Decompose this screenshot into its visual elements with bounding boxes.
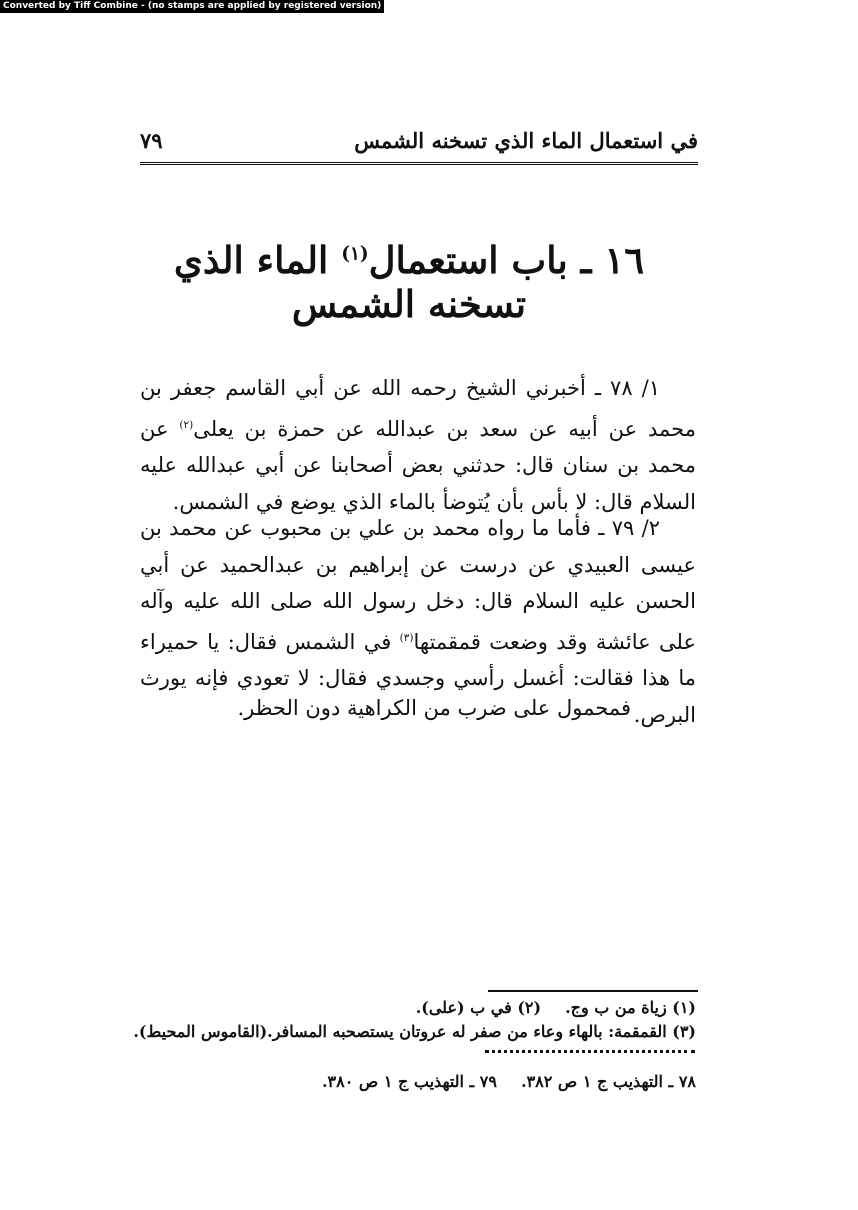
conclusion-paragraph: فمحمول على ضرب من الكراهية دون الحظر. <box>237 696 631 720</box>
hadith-79-text-a: ٢/ ٧٩ ـ فأما ما رواه محمد بن علي بن محبوب عن محمد بن عيسى العبيدي عن درست عن إبراهيم بن عبدالحميد عن أبي الحسن عليه السلام قال: دخل رسول الله صلى الله عليه وآله على عائشة وقد وضعت قمقمتها <box>140 516 696 654</box>
page-number: ٧٩ <box>140 128 163 153</box>
dotted-separator <box>485 1050 695 1053</box>
footnote-rule <box>488 990 698 992</box>
hadith-78-text-a: ١/ ٧٨ ـ أخبرني الشيخ رحمه الله عن أبي القاسم جعفر بن محمد عن أبيه عن سعد بن عبدالله عن حمزة بن يعلى <box>140 376 696 441</box>
converter-watermark: Converted by Tiff Combine - (no stamps are applied by registered version) <box>0 0 384 13</box>
chapter-title-main: ١٦ ـ باب استعمال <box>368 238 645 282</box>
note-ref-3: (٣) <box>399 631 414 644</box>
footnote-3: (٣) القمقمة: بالهاء وعاء من صفر له عروتان يستصحبه المسافر.(القاموس المحيط). <box>133 1022 696 1041</box>
source-references <box>140 1070 696 1094</box>
hadith-78-text-b: عن محمد بن سنان قال: حدثني بعض أصحابنا عن أبي عبدالله عليه السلام قال: لا بأس بأن يُتوضأ بالماء الذي يوضع في الشمس. <box>140 416 696 514</box>
footnote-line-1 <box>140 996 696 1020</box>
chapter-title-note-ref: (١) <box>341 243 369 265</box>
running-header <box>140 120 698 160</box>
chapter-title <box>120 238 698 326</box>
hadith-78 <box>140 370 696 520</box>
footnotes <box>133 996 696 1044</box>
source-78: ٧٨ ـ التهذيب ج ١ ص ٣٨٢. <box>520 1072 696 1091</box>
chapter-title-rest: الماء الذي تسخنه الشمس <box>173 238 527 326</box>
conclusion <box>140 690 696 727</box>
note-ref-2: (٢) <box>179 418 194 431</box>
footnote-1: (١) زياة من ب وج. <box>565 998 696 1017</box>
source-79: ٧٩ ـ التهذيب ج ١ ص ٣٨٠. <box>321 1072 497 1091</box>
footnote-2: (٢) في ب (على). <box>415 998 542 1017</box>
header-rule <box>140 162 698 165</box>
hadith-78-paragraph <box>140 370 696 520</box>
hadith-79-text-b: في الشمس فقال: يا حميراء ما هذا فقالت: أغسل رأسي وجسدي فقال: لا تعودي فإنه يورث البرص. <box>140 629 696 727</box>
footnote-line-2 <box>133 1020 696 1044</box>
running-title: في استعمال الماء الذي تسخنه الشمس <box>354 128 698 153</box>
